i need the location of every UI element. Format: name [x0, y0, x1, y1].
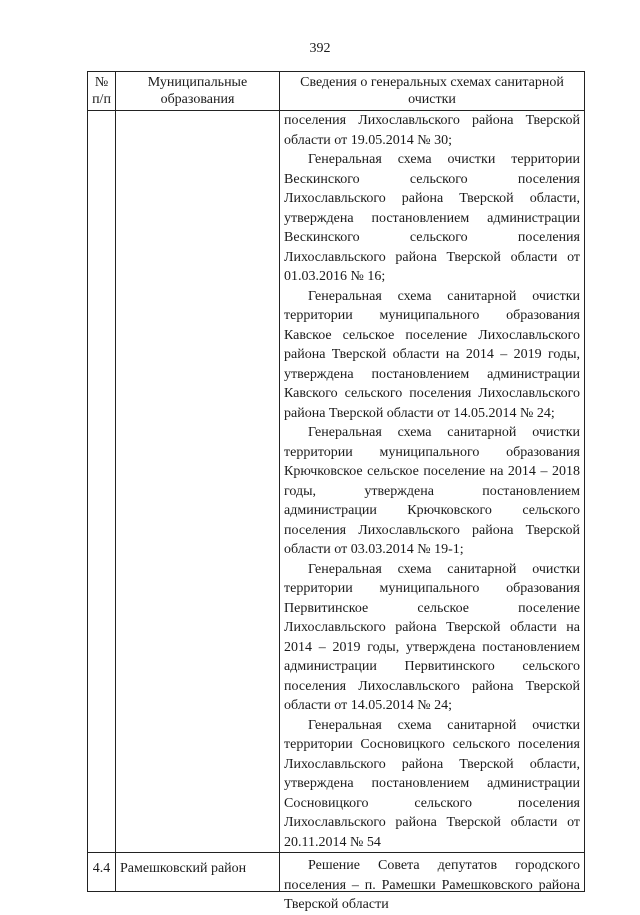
- schemes-table: [87, 71, 585, 912]
- row-municipality-cell: Рамешковский район: [116, 853, 280, 892]
- scheme-entry: Генеральная схема санитарной очистки территории муниципального образования Крючковское сельское поселение на 2014 – 2018 годы, утверждена постановлением администрации Крючковского сельского поселения Лихославльского района Тверской области от 03.03.2014 № 19-1;: [284, 425, 580, 557]
- scheme-entry: Генеральная схема санитарной очистки территории Сосновицкого сельского поселения Лихославльского района Тверской области, утверждена постановлением администрации Сосновицкого сельского поселения Лихославльского района Тверской области от 20.11.2014 № 54: [284, 717, 580, 850]
- row-municipality-cell: [116, 111, 280, 853]
- scheme-entry: Генеральная схема очистки территории Вескинского сельского поселения Лихославльского района Тверской области, утверждена постановлением администрации Вескинского сельского поселения Лихославльского района Тверской области от 01.03.2016 № 16;: [284, 152, 580, 284]
- scheme-entry: Генеральная схема санитарной очистки территории муниципального образования Первитинское сельское поселение Лихославльского района Тверской области на 2014 – 2019 годы, утверждена постановлением администрации Первитинского сельского поселения Лихославльского района Тверской области от 14.05.2014 № 24;: [284, 561, 580, 713]
- row-num-cell: 4.4: [88, 853, 116, 892]
- scheme-entry: Решение Совета депутатов городского поселения – п. Рамешки Рамешковского района Тверской области: [284, 858, 580, 912]
- header-municipality: Муниципальные образования: [116, 72, 280, 111]
- row-info-cell: [280, 853, 585, 912]
- table-header-row: [88, 72, 585, 111]
- row-info-cell: [280, 111, 585, 853]
- table-row: [88, 111, 585, 853]
- header-num: № п/п: [88, 72, 116, 111]
- page-number: 392: [309, 41, 331, 56]
- header-info: Сведения о генеральных схемах санитарной очистки: [280, 72, 585, 111]
- scheme-entry: поселения Лихославльского района Тверской области от 19.05.2014 № 30;: [284, 113, 580, 148]
- row-num-cell: [88, 111, 116, 853]
- scheme-entry: Генеральная схема санитарной очистки территории муниципального образования Кавское сельское поселение Лихославльского района Тверской области на 2014 – 2019 годы, утверждена постановлением администрации Кавского сельского поселения Лихославльского района Тверской области от 14.05.2014 № 24;: [284, 288, 580, 421]
- table-row: [88, 853, 585, 892]
